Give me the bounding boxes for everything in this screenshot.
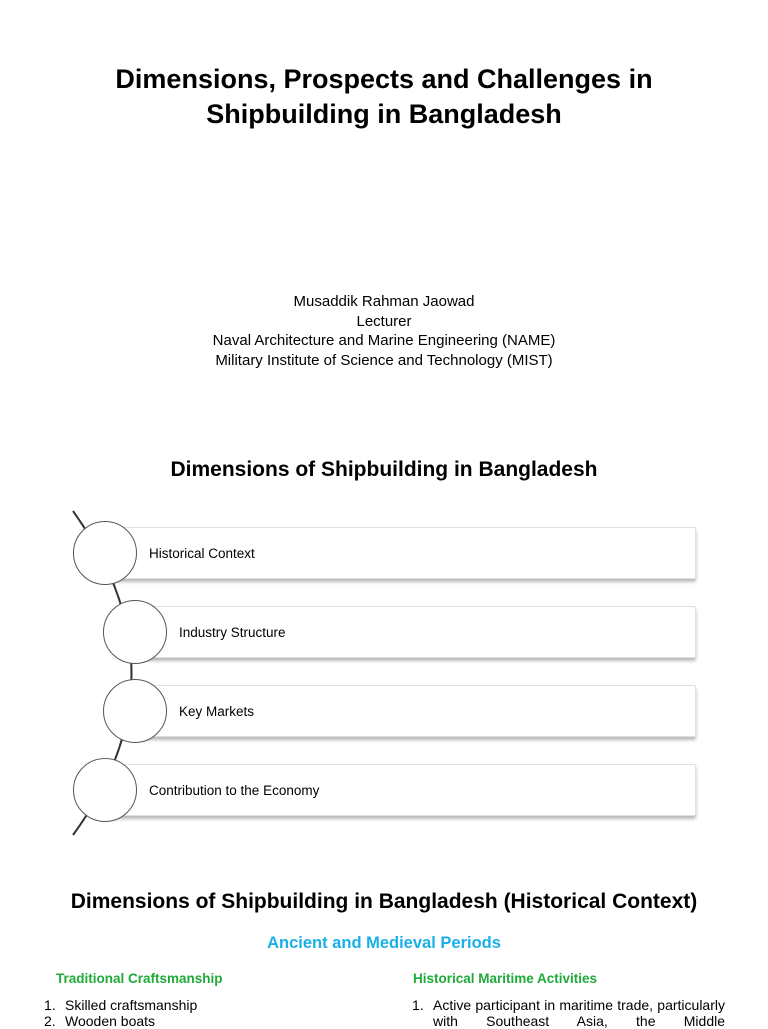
dimension-item-industry-structure <box>136 606 696 658</box>
title-line-2: Shipbuilding in Bangladesh <box>206 99 562 129</box>
maritime-activities-list <box>412 997 725 1029</box>
author-block <box>40 292 728 370</box>
title-line-1: Dimensions, Prospects and Challenges in <box>115 64 653 94</box>
author-name: Musaddik Rahman Jaowad <box>293 293 475 310</box>
list-item: 1. Skilled craftsmanship <box>44 997 198 1013</box>
author-department: Naval Architecture and Marine Engineering (NAME) <box>212 332 556 349</box>
author-institute: Military Institute of Science and Technology (MIST) <box>215 351 553 369</box>
traditional-craftsmanship-heading: Traditional Craftsmanship <box>56 971 223 986</box>
dimension-item-key-markets <box>136 685 696 737</box>
dimension-item-contribution-to-economy <box>106 764 696 816</box>
dimension-item-label: Industry Structure <box>179 624 286 640</box>
list-item: 2. Wooden boats <box>44 1013 156 1029</box>
bullet-circle <box>73 758 137 822</box>
dimension-item-label: Contribution to the Economy <box>149 782 320 798</box>
craftsmanship-list <box>44 997 344 1029</box>
dimension-item-label: Historical Context <box>149 545 255 561</box>
maritime-activities-heading: Historical Maritime Activities <box>413 971 598 986</box>
bullet-circle <box>103 600 167 664</box>
author-position: Lecturer <box>356 312 412 330</box>
historical-context-title: Dimensions of Shipbuilding in Bangladesh (Historical Context) <box>70 890 698 913</box>
title-slide <box>0 0 768 420</box>
bullet-circle <box>103 679 167 743</box>
dimension-item-historical-context <box>106 527 696 579</box>
dimensions-title: Dimensions of Shipbuilding in Bangladesh <box>170 458 598 481</box>
dimensions-diagram <box>0 505 768 845</box>
presentation-title <box>40 62 728 132</box>
list-item: 1. Active participant in maritime trade, particularly with Southeast Asia, the Middle <box>412 997 725 1029</box>
dimension-item-label: Key Markets <box>179 703 255 719</box>
ancient-medieval-subtitle: Ancient and Medieval Periods <box>267 934 501 952</box>
bullet-circle <box>73 521 137 585</box>
